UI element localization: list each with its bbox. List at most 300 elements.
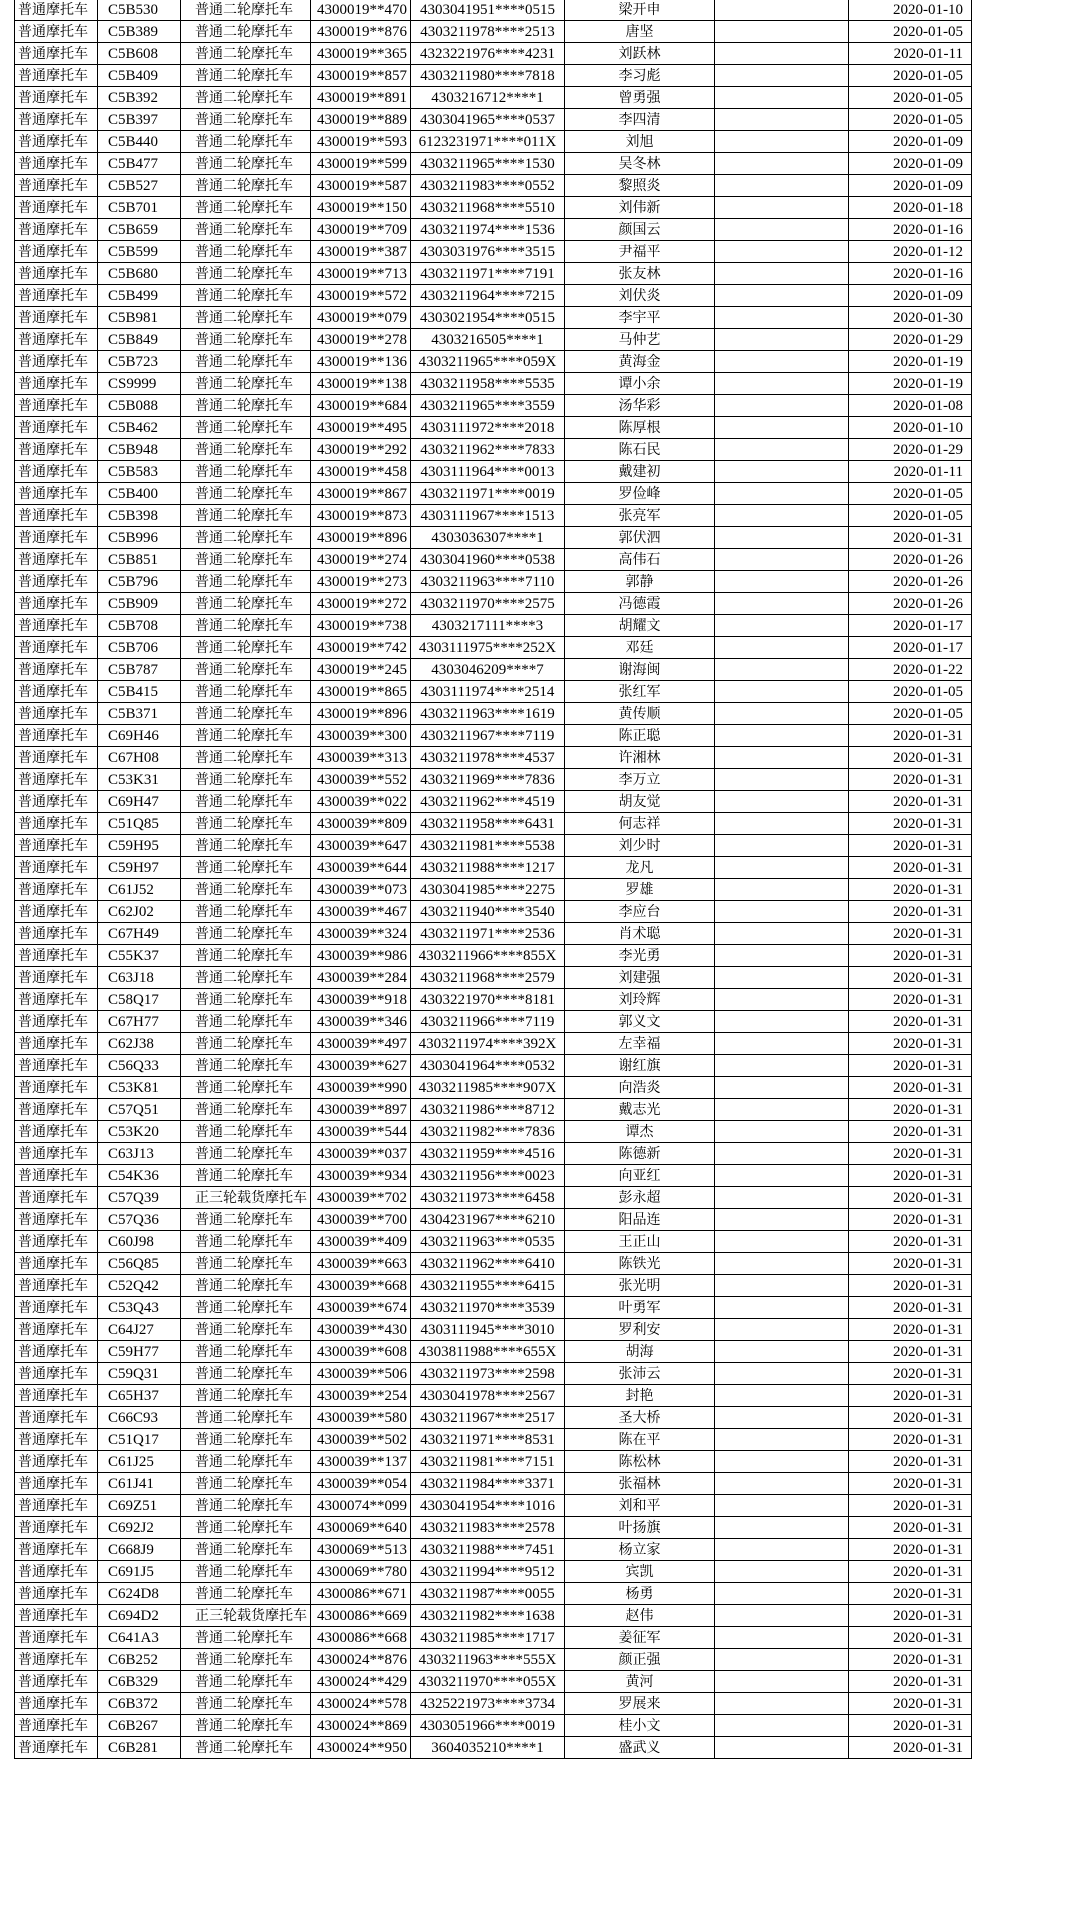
- id-number-cell: 4303211963****0535: [411, 1231, 565, 1253]
- id-number-cell: 4303211962****4519: [411, 791, 565, 813]
- license-number-cell: 4300039**313: [311, 747, 411, 769]
- id-number-cell: 4323221976****4231: [411, 43, 565, 65]
- license-number-cell: 4300019**273: [311, 571, 411, 593]
- date-cell: 2020-01-16: [849, 219, 972, 241]
- table-row: [15, 285, 972, 307]
- owner-name-cell: 宾凯: [565, 1561, 715, 1583]
- plate-number-cell: C54K36: [98, 1165, 181, 1187]
- vehicle-type-cell: 普通摩托车: [15, 1297, 98, 1319]
- vehicle-model-cell: 正三轮载货摩托车: [181, 1187, 311, 1209]
- empty-cell: [715, 175, 849, 197]
- id-number-cell: 4303211965****059X: [411, 351, 565, 373]
- license-number-cell: 4300074**099: [311, 1495, 411, 1517]
- id-number-cell: 4303211973****2598: [411, 1363, 565, 1385]
- id-number-cell: 4303211958****6431: [411, 813, 565, 835]
- license-number-cell: 4300039**674: [311, 1297, 411, 1319]
- table-row: [15, 87, 972, 109]
- id-number-cell: 4303211980****7818: [411, 65, 565, 87]
- id-number-cell: 4303111964****0013: [411, 461, 565, 483]
- license-number-cell: 4300019**709: [311, 219, 411, 241]
- license-number-cell: 4300019**495: [311, 417, 411, 439]
- plate-number-cell: C691J5: [98, 1561, 181, 1583]
- plate-number-cell: C5B996: [98, 527, 181, 549]
- table-row: [15, 1011, 972, 1033]
- vehicle-type-cell: 普通摩托车: [15, 989, 98, 1011]
- date-cell: 2020-01-26: [849, 549, 972, 571]
- date-cell: 2020-01-31: [849, 1055, 972, 1077]
- owner-name-cell: 刘和平: [565, 1495, 715, 1517]
- id-number-cell: 4303211962****6410: [411, 1253, 565, 1275]
- vehicle-model-cell: 普通二轮摩托车: [181, 197, 311, 219]
- plate-number-cell: C6B252: [98, 1649, 181, 1671]
- vehicle-model-cell: 普通二轮摩托车: [181, 1561, 311, 1583]
- license-number-cell: 4300019**896: [311, 703, 411, 725]
- vehicle-type-cell: 普通摩托车: [15, 923, 98, 945]
- empty-cell: [715, 835, 849, 857]
- date-cell: 2020-01-31: [849, 813, 972, 835]
- id-number-cell: 4303211968****5510: [411, 197, 565, 219]
- vehicle-model-cell: 普通二轮摩托车: [181, 307, 311, 329]
- empty-cell: [715, 417, 849, 439]
- id-number-cell: 4304231967****6210: [411, 1209, 565, 1231]
- vehicle-type-cell: 普通摩托车: [15, 1099, 98, 1121]
- empty-cell: [715, 43, 849, 65]
- empty-cell: [715, 923, 849, 945]
- table-row: [15, 1055, 972, 1077]
- vehicle-type-cell: 普通摩托车: [15, 329, 98, 351]
- empty-cell: [715, 703, 849, 725]
- license-number-cell: 4300019**150: [311, 197, 411, 219]
- license-number-cell: 4300039**022: [311, 791, 411, 813]
- plate-number-cell: C56Q85: [98, 1253, 181, 1275]
- empty-cell: [715, 571, 849, 593]
- vehicle-model-cell: 普通二轮摩托车: [181, 593, 311, 615]
- table-row: [15, 1341, 972, 1363]
- plate-number-cell: C60J98: [98, 1231, 181, 1253]
- table-row: [15, 835, 972, 857]
- plate-number-cell: C6B267: [98, 1715, 181, 1737]
- license-number-cell: 4300039**467: [311, 901, 411, 923]
- vehicle-model-cell: 普通二轮摩托车: [181, 1209, 311, 1231]
- plate-number-cell: C59H95: [98, 835, 181, 857]
- table-row: [15, 967, 972, 989]
- table-row: [15, 1165, 972, 1187]
- empty-cell: [715, 857, 849, 879]
- vehicle-model-cell: 普通二轮摩托车: [181, 1275, 311, 1297]
- license-number-cell: 4300039**552: [311, 769, 411, 791]
- date-cell: 2020-01-31: [849, 1121, 972, 1143]
- table-row: [15, 989, 972, 1011]
- owner-name-cell: 邓廷: [565, 637, 715, 659]
- plate-number-cell: C62J02: [98, 901, 181, 923]
- vehicle-type-cell: 普通摩托车: [15, 1451, 98, 1473]
- vehicle-model-cell: 普通二轮摩托车: [181, 769, 311, 791]
- vehicle-type-cell: 普通摩托车: [15, 483, 98, 505]
- date-cell: 2020-01-31: [849, 945, 972, 967]
- empty-cell: [715, 241, 849, 263]
- vehicle-type-cell: 普通摩托车: [15, 769, 98, 791]
- plate-number-cell: C55K37: [98, 945, 181, 967]
- owner-name-cell: 阳品连: [565, 1209, 715, 1231]
- owner-name-cell: 向亚红: [565, 1165, 715, 1187]
- plate-number-cell: C668J9: [98, 1539, 181, 1561]
- date-cell: 2020-01-09: [849, 285, 972, 307]
- empty-cell: [715, 263, 849, 285]
- vehicle-model-cell: 普通二轮摩托车: [181, 285, 311, 307]
- id-number-cell: 4303211987****0055: [411, 1583, 565, 1605]
- license-number-cell: 4300039**137: [311, 1451, 411, 1473]
- plate-number-cell: C63J18: [98, 967, 181, 989]
- empty-cell: [715, 1385, 849, 1407]
- table-row: [15, 0, 972, 21]
- vehicle-model-cell: 普通二轮摩托车: [181, 1253, 311, 1275]
- vehicle-model-cell: 普通二轮摩托车: [181, 1077, 311, 1099]
- vehicle-model-cell: 普通二轮摩托车: [181, 241, 311, 263]
- vehicle-model-cell: 普通二轮摩托车: [181, 109, 311, 131]
- owner-name-cell: 刘伏炎: [565, 285, 715, 307]
- id-number-cell: 4303211983****0552: [411, 175, 565, 197]
- plate-number-cell: C59Q31: [98, 1363, 181, 1385]
- vehicle-type-cell: 普通摩托车: [15, 1165, 98, 1187]
- vehicle-type-cell: 普通摩托车: [15, 549, 98, 571]
- vehicle-model-cell: 普通二轮摩托车: [181, 395, 311, 417]
- vehicle-model-cell: 普通二轮摩托车: [181, 505, 311, 527]
- table-row: [15, 263, 972, 285]
- plate-number-cell: C5B796: [98, 571, 181, 593]
- vehicle-type-cell: 普通摩托车: [15, 1407, 98, 1429]
- id-number-cell: 4303211971****7191: [411, 263, 565, 285]
- plate-number-cell: C59H97: [98, 857, 181, 879]
- vehicle-type-cell: 普通摩托车: [15, 505, 98, 527]
- id-number-cell: 4303211978****4537: [411, 747, 565, 769]
- vehicle-model-cell: 普通二轮摩托车: [181, 219, 311, 241]
- empty-cell: [715, 1099, 849, 1121]
- vehicle-model-cell: 普通二轮摩托车: [181, 21, 311, 43]
- id-number-cell: 4303211970****055X: [411, 1671, 565, 1693]
- table-row: [15, 109, 972, 131]
- empty-cell: [715, 1011, 849, 1033]
- vehicle-type-cell: 普通摩托车: [15, 1671, 98, 1693]
- vehicle-model-cell: 普通二轮摩托车: [181, 87, 311, 109]
- vehicle-type-cell: 普通摩托车: [15, 901, 98, 923]
- table-row: [15, 241, 972, 263]
- plate-number-cell: C5B851: [98, 549, 181, 571]
- plate-number-cell: C51Q17: [98, 1429, 181, 1451]
- license-number-cell: 4300039**502: [311, 1429, 411, 1451]
- vehicle-model-cell: 普通二轮摩托车: [181, 131, 311, 153]
- plate-number-cell: C61J25: [98, 1451, 181, 1473]
- table-row: [15, 1363, 972, 1385]
- table-row: [15, 747, 972, 769]
- vehicle-model-cell: 普通二轮摩托车: [181, 813, 311, 835]
- table-row: [15, 131, 972, 153]
- table-row: [15, 681, 972, 703]
- table-row: [15, 1693, 972, 1715]
- plate-number-cell: C69Z51: [98, 1495, 181, 1517]
- empty-cell: [715, 351, 849, 373]
- plate-number-cell: C5B527: [98, 175, 181, 197]
- id-number-cell: 4303211974****1536: [411, 219, 565, 241]
- owner-name-cell: 陈正聪: [565, 725, 715, 747]
- table-row: [15, 769, 972, 791]
- license-number-cell: 4300039**627: [311, 1055, 411, 1077]
- vehicle-type-cell: 普通摩托车: [15, 1011, 98, 1033]
- license-number-cell: 4300019**272: [311, 593, 411, 615]
- license-number-cell: 4300039**702: [311, 1187, 411, 1209]
- date-cell: 2020-01-05: [849, 65, 972, 87]
- date-cell: 2020-01-31: [849, 989, 972, 1011]
- id-number-cell: 6123231971****011X: [411, 131, 565, 153]
- owner-name-cell: 谭小余: [565, 373, 715, 395]
- date-cell: 2020-01-19: [849, 351, 972, 373]
- date-cell: 2020-01-05: [849, 505, 972, 527]
- plate-number-cell: C53Q43: [98, 1297, 181, 1319]
- license-number-cell: 4300019**738: [311, 615, 411, 637]
- license-number-cell: 4300039**608: [311, 1341, 411, 1363]
- owner-name-cell: 陈松林: [565, 1451, 715, 1473]
- table-row: [15, 923, 972, 945]
- vehicle-model-cell: 普通二轮摩托车: [181, 791, 311, 813]
- table-row: [15, 1231, 972, 1253]
- date-cell: 2020-01-09: [849, 175, 972, 197]
- table-row: [15, 1583, 972, 1605]
- vehicle-type-cell: 普通摩托车: [15, 1341, 98, 1363]
- id-number-cell: 4303217111****3: [411, 615, 565, 637]
- empty-cell: [715, 329, 849, 351]
- plate-number-cell: C64J27: [98, 1319, 181, 1341]
- vehicle-model-cell: 普通二轮摩托车: [181, 1429, 311, 1451]
- id-number-cell: 4303211967****2517: [411, 1407, 565, 1429]
- vehicle-model-cell: 普通二轮摩托车: [181, 1583, 311, 1605]
- id-number-cell: 4303211988****7451: [411, 1539, 565, 1561]
- license-number-cell: 4300039**663: [311, 1253, 411, 1275]
- vehicle-type-cell: 普通摩托车: [15, 725, 98, 747]
- id-number-cell: 4325221973****3734: [411, 1693, 565, 1715]
- table-row: [15, 1297, 972, 1319]
- owner-name-cell: 龙凡: [565, 857, 715, 879]
- plate-number-cell: C53K20: [98, 1121, 181, 1143]
- table-row: [15, 725, 972, 747]
- table-row: [15, 153, 972, 175]
- plate-number-cell: CS9999: [98, 373, 181, 395]
- vehicle-type-cell: 普通摩托车: [15, 1209, 98, 1231]
- empty-cell: [715, 219, 849, 241]
- date-cell: 2020-01-26: [849, 571, 972, 593]
- license-number-cell: 4300039**897: [311, 1099, 411, 1121]
- plate-number-cell: C5B659: [98, 219, 181, 241]
- date-cell: 2020-01-31: [849, 1143, 972, 1165]
- table-row: [15, 417, 972, 439]
- owner-name-cell: 张亮军: [565, 505, 715, 527]
- vehicle-model-cell: 普通二轮摩托车: [181, 1363, 311, 1385]
- vehicle-model-cell: 普通二轮摩托车: [181, 1473, 311, 1495]
- vehicle-model-cell: 普通二轮摩托车: [181, 43, 311, 65]
- date-cell: 2020-01-19: [849, 373, 972, 395]
- owner-name-cell: 马仲艺: [565, 329, 715, 351]
- vehicle-model-cell: 普通二轮摩托车: [181, 1099, 311, 1121]
- license-number-cell: 4300039**700: [311, 1209, 411, 1231]
- date-cell: 2020-01-29: [849, 439, 972, 461]
- license-number-cell: 4300039**324: [311, 923, 411, 945]
- license-number-cell: 4300039**254: [311, 1385, 411, 1407]
- id-number-cell: 4303211986****8712: [411, 1099, 565, 1121]
- vehicle-type-cell: 普通摩托车: [15, 615, 98, 637]
- plate-number-cell: C58Q17: [98, 989, 181, 1011]
- date-cell: 2020-01-17: [849, 637, 972, 659]
- plate-number-cell: C5B530: [98, 0, 181, 21]
- license-number-cell: 4300039**934: [311, 1165, 411, 1187]
- vehicle-model-cell: 普通二轮摩托车: [181, 1319, 311, 1341]
- date-cell: 2020-01-31: [849, 1539, 972, 1561]
- owner-name-cell: 颜正强: [565, 1649, 715, 1671]
- license-number-cell: 4300019**742: [311, 637, 411, 659]
- owner-name-cell: 罗俭峰: [565, 483, 715, 505]
- vehicle-type-cell: 普通摩托车: [15, 0, 98, 21]
- license-number-cell: 4300069**640: [311, 1517, 411, 1539]
- vehicle-model-cell: 普通二轮摩托车: [181, 1671, 311, 1693]
- owner-name-cell: 陈石民: [565, 439, 715, 461]
- license-number-cell: 4300019**245: [311, 659, 411, 681]
- empty-cell: [715, 395, 849, 417]
- plate-number-cell: C5B787: [98, 659, 181, 681]
- plate-number-cell: C5B583: [98, 461, 181, 483]
- empty-cell: [715, 637, 849, 659]
- date-cell: 2020-01-10: [849, 0, 972, 21]
- vehicle-type-cell: 普通摩托车: [15, 1605, 98, 1627]
- id-number-cell: 4303211970****3539: [411, 1297, 565, 1319]
- plate-number-cell: C5B708: [98, 615, 181, 637]
- id-number-cell: 4303046209****7: [411, 659, 565, 681]
- owner-name-cell: 肖术聪: [565, 923, 715, 945]
- vehicle-type-cell: 普通摩托车: [15, 1275, 98, 1297]
- table-row: [15, 615, 972, 637]
- date-cell: 2020-01-31: [849, 1275, 972, 1297]
- vehicle-model-cell: 普通二轮摩托车: [181, 1627, 311, 1649]
- empty-cell: [715, 945, 849, 967]
- plate-number-cell: C52Q42: [98, 1275, 181, 1297]
- vehicle-model-cell: 普通二轮摩托车: [181, 175, 311, 197]
- vehicle-model-cell: 普通二轮摩托车: [181, 373, 311, 395]
- table-row: [15, 1539, 972, 1561]
- table-row: [15, 1407, 972, 1429]
- vehicle-type-cell: 普通摩托车: [15, 1253, 98, 1275]
- vehicle-type-cell: 普通摩托车: [15, 659, 98, 681]
- owner-name-cell: 黄传顺: [565, 703, 715, 725]
- license-number-cell: 4300039**544: [311, 1121, 411, 1143]
- table-row: [15, 197, 972, 219]
- license-number-cell: 4300019**470: [311, 0, 411, 21]
- date-cell: 2020-01-31: [849, 1583, 972, 1605]
- vehicle-type-cell: 普通摩托车: [15, 351, 98, 373]
- table-row: [15, 373, 972, 395]
- vehicle-type-cell: 普通摩托车: [15, 593, 98, 615]
- id-number-cell: 4303111972****2018: [411, 417, 565, 439]
- plate-number-cell: C51Q85: [98, 813, 181, 835]
- plate-number-cell: C63J13: [98, 1143, 181, 1165]
- owner-name-cell: 胡海: [565, 1341, 715, 1363]
- table-row: [15, 659, 972, 681]
- empty-cell: [715, 967, 849, 989]
- license-number-cell: 4300019**365: [311, 43, 411, 65]
- license-number-cell: 4300019**079: [311, 307, 411, 329]
- vehicle-model-cell: 普通二轮摩托车: [181, 945, 311, 967]
- date-cell: 2020-01-31: [849, 835, 972, 857]
- plate-number-cell: C59H77: [98, 1341, 181, 1363]
- owner-name-cell: 胡耀文: [565, 615, 715, 637]
- vehicle-type-cell: 普通摩托车: [15, 1385, 98, 1407]
- license-number-cell: 4300019**896: [311, 527, 411, 549]
- id-number-cell: 4303211971****0019: [411, 483, 565, 505]
- owner-name-cell: 李习彪: [565, 65, 715, 87]
- date-cell: 2020-01-29: [849, 329, 972, 351]
- vehicle-type-cell: 普通摩托车: [15, 219, 98, 241]
- plate-number-cell: C69H46: [98, 725, 181, 747]
- id-number-cell: 4303211966****7119: [411, 1011, 565, 1033]
- owner-name-cell: 黄河: [565, 1671, 715, 1693]
- id-number-cell: 4303211956****0023: [411, 1165, 565, 1187]
- empty-cell: [715, 1517, 849, 1539]
- empty-cell: [715, 1473, 849, 1495]
- table-row: [15, 1033, 972, 1055]
- owner-name-cell: 罗展来: [565, 1693, 715, 1715]
- date-cell: 2020-01-11: [849, 43, 972, 65]
- vehicle-type-cell: 普通摩托车: [15, 747, 98, 769]
- table-row: [15, 21, 972, 43]
- vehicle-model-cell: 普通二轮摩托车: [181, 967, 311, 989]
- empty-cell: [715, 1407, 849, 1429]
- plate-number-cell: C56Q33: [98, 1055, 181, 1077]
- id-number-cell: 4303211963****7110: [411, 571, 565, 593]
- vehicle-type-cell: 普通摩托车: [15, 373, 98, 395]
- plate-number-cell: C624D8: [98, 1583, 181, 1605]
- empty-cell: [715, 285, 849, 307]
- vehicle-type-cell: 普通摩托车: [15, 395, 98, 417]
- plate-number-cell: C69H47: [98, 791, 181, 813]
- vehicle-type-cell: 普通摩托车: [15, 131, 98, 153]
- owner-name-cell: 彭永超: [565, 1187, 715, 1209]
- plate-number-cell: C5B723: [98, 351, 181, 373]
- plate-number-cell: C53K81: [98, 1077, 181, 1099]
- license-number-cell: 4300019**865: [311, 681, 411, 703]
- vehicle-type-cell: 普通摩托车: [15, 681, 98, 703]
- license-number-cell: 4300086**668: [311, 1627, 411, 1649]
- empty-cell: [715, 769, 849, 791]
- table-row: [15, 1605, 972, 1627]
- license-number-cell: 4300039**986: [311, 945, 411, 967]
- vehicle-model-cell: 普通二轮摩托车: [181, 483, 311, 505]
- vehicle-type-cell: 普通摩托车: [15, 65, 98, 87]
- owner-name-cell: 王正山: [565, 1231, 715, 1253]
- vehicle-type-cell: 普通摩托车: [15, 945, 98, 967]
- id-number-cell: 4303211968****2579: [411, 967, 565, 989]
- owner-name-cell: 叶勇军: [565, 1297, 715, 1319]
- license-number-cell: 4300019**593: [311, 131, 411, 153]
- plate-number-cell: C5B599: [98, 241, 181, 263]
- license-number-cell: 4300039**809: [311, 813, 411, 835]
- plate-number-cell: C5B409: [98, 65, 181, 87]
- id-number-cell: 4303211985****907X: [411, 1077, 565, 1099]
- plate-number-cell: C6B329: [98, 1671, 181, 1693]
- vehicle-model-cell: 普通二轮摩托车: [181, 153, 311, 175]
- vehicle-model-cell: 正三轮载货摩托车: [181, 1605, 311, 1627]
- id-number-cell: 4303041978****2567: [411, 1385, 565, 1407]
- vehicle-type-cell: 普通摩托车: [15, 1495, 98, 1517]
- date-cell: 2020-01-31: [849, 1253, 972, 1275]
- empty-cell: [715, 1649, 849, 1671]
- owner-name-cell: 叶扬旗: [565, 1517, 715, 1539]
- id-number-cell: 4303211978****2513: [411, 21, 565, 43]
- vehicle-type-cell: 普通摩托车: [15, 1539, 98, 1561]
